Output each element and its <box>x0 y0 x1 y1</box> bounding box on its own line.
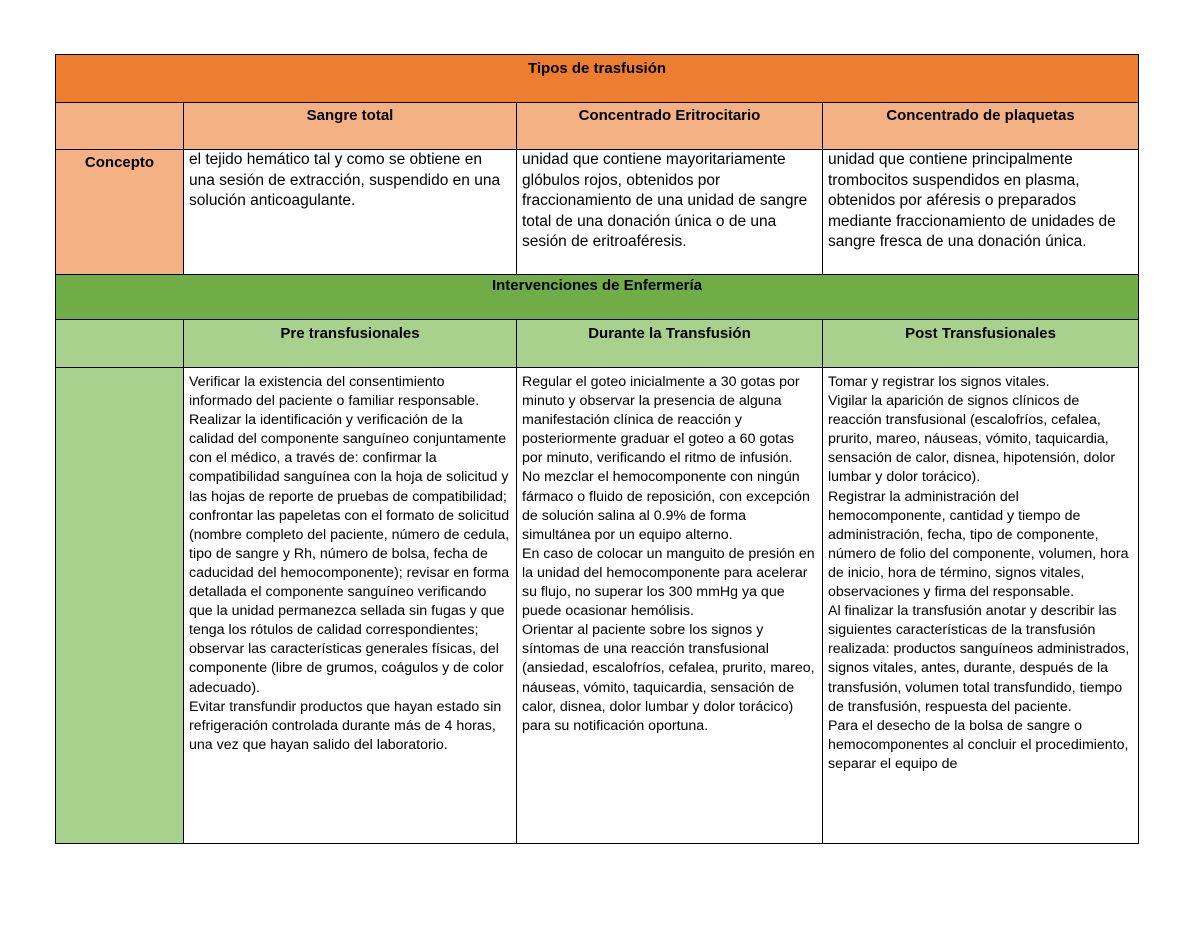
durante-item: No mezclar el hemocomponente con ningún fármaco o fluido de reposición, con excepción de solución salina al 0.9% de forma simultánea por un equipo alterno. <box>522 469 810 543</box>
transfusion-table <box>55 54 1139 844</box>
interventions-title-row <box>56 275 1139 320</box>
durante-item: Orientar al paciente sobre los signos y síntomas de una reacción transfusional (ansiedad, escalofríos, cefalea, prurito, mareo, náuseas, vómito, taquicardia, sensación de calor, disnea, dolor lumbar y dolor torácico) para su notificación oportuna. <box>522 622 815 734</box>
post-item: Registrar la administración del hemocomponente, cantidad y tiempo de administración, fecha, tipo de componente, número de folio del componente, volumen, hora de inicio, hora de término, signos vitales, observaciones y firma del responsable. <box>828 488 1129 601</box>
empty-corner-cell <box>56 103 184 150</box>
pre-item: Realizar la identificación y verificación de la calidad del componente sanguíneo conjuntamente con el médico, a través de: confirmar la compatibilidad sanguínea con la hoja de solicitud y las hojas de reporte de pruebas de compatibilidad; confrontar las papeletas con el formato de solicitud (nombre completo del paciente, número de cedula, tipo de sangre y Rh, número de bolsa, fecha de caducidad del hemocomponente); revisar en forma detallada el componente sanguíneo verificando que la unidad permanezca sellada sin fugas y que tenga los rótulos de calidad correspondientes; observar las características generales físicas, del componente (libre de grumos, coágulos y de color adecuado). <box>189 412 510 696</box>
post-item: Para el desecho de la bolsa de sangre o hemocomponentes al concluir el procedimiento, separar el equipo de <box>828 717 1129 772</box>
concept-concentrado-plaquetas: unidad que contiene principalmente trombocitos suspendidos en plasma, obtenidos por aféresis o preparados mediante fraccionamiento de unidades de sangre fresca de una donación única. <box>823 150 1139 275</box>
pre-item: Evitar transfundir productos que hayan estado sin refrigeración controlada durante más de 4 horas, una vez que hayan salido del laboratorio. <box>189 698 502 753</box>
column-header-row <box>56 103 1139 150</box>
durante-item: En caso de colocar un manguito de presión en la unidad del hemocomponente para acelerar su flujo, no superar los 300 mmHg ya que puede ocasionar hemólisis. <box>522 545 815 620</box>
durante-interventions <box>517 368 823 844</box>
durante-item: Regular el goteo inicialmente a 30 gotas por minuto y observar la presencia de alguna manifestación clínica de reacción y posteriormente graduar el goteo a 60 gotas por minuto, verificando el ritmo de infusión. <box>522 374 800 467</box>
concept-label: Concepto <box>56 150 184 275</box>
column-header-concentrado-plaquetas: Concentrado de plaquetas <box>823 103 1139 150</box>
empty-side-cell <box>56 368 184 844</box>
pre-interventions <box>184 368 517 844</box>
phase-header-pre: Pre transfusionales <box>184 320 517 368</box>
column-header-concentrado-eritrocitario: Concentrado Eritrocitario <box>517 103 823 150</box>
table-title: Tipos de trasfusión <box>56 55 1139 103</box>
interventions-title: Intervenciones de Enfermería <box>56 275 1139 320</box>
concept-concentrado-eritrocitario: unidad que contiene mayoritariamente glóbulos rojos, obtenidos por fraccionamiento de una unidad de sangre total de una donación única o de una sesión de eritroaféresis. <box>517 150 823 275</box>
interventions-row <box>56 368 1139 844</box>
phase-header-row <box>56 320 1139 368</box>
concept-row <box>56 150 1139 275</box>
post-item: Al finalizar la transfusión anotar y describir las siguientes características de la transfusión realizada: productos sanguíneos administrados, signos vitales, antes, durante, después de la transfusión, volumen total transfundido, tiempo de transfusión, respuesta del paciente. <box>828 603 1130 715</box>
post-interventions <box>823 368 1139 844</box>
column-header-sangre-total: Sangre total <box>184 103 517 150</box>
concept-sangre-total: el tejido hemático tal y como se obtiene en una sesión de extracción, suspendido en una solución anticoagulante. <box>184 150 517 275</box>
phase-header-durante: Durante la Transfusión <box>517 320 823 368</box>
phase-header-post: Post Transfusionales <box>823 320 1139 368</box>
pre-item: Verificar la existencia del consentimiento informado del paciente o familiar responsable. <box>189 374 480 410</box>
title-row <box>56 55 1139 103</box>
post-item: Vigilar la aparición de signos clínicos de reacción transfusional (escalofríos, cefalea, prurito, mareo, náuseas, vómito, taquicardia, sensación de calor, disnea, hipotensión, dolor lumbar y dolor torácico). <box>828 393 1116 486</box>
post-item: Tomar y registrar los signos vitales. <box>828 374 1050 390</box>
empty-phase-corner <box>56 320 184 368</box>
